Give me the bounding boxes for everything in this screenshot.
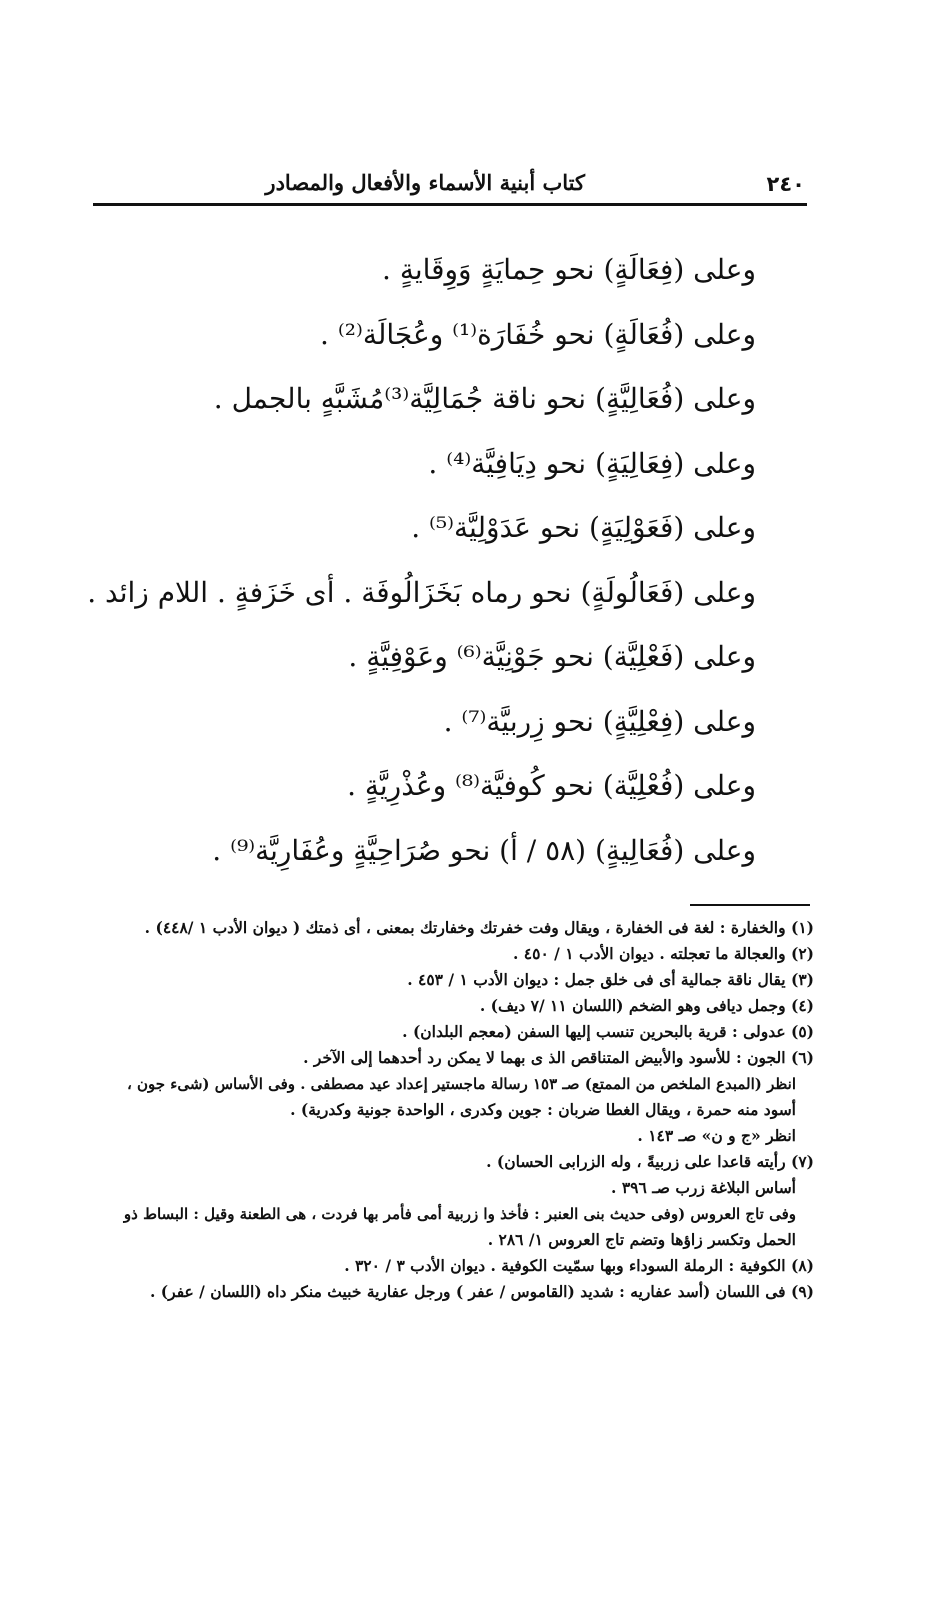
footnote-line: وفى تاج العروس (وفى حديث بنى العنبر : فأخذ وا زربية أمى فأمر بها فردت ، هى الطعنة وقيل : البساط ذو bbox=[123, 1205, 796, 1223]
main-line: وعلى (فِعْلِيَّةٍ) نحو زِربيَّة⁽⁷⁾ . bbox=[443, 704, 756, 738]
main-line: وعلى (فَعْلِيَّة) نحو جَوْنِيَّة⁽⁶⁾ وعَوْفِيَّةٍ . bbox=[348, 640, 756, 673]
footnote-line: الحمل وتكسر زاؤها وتضم تاج العروس ١/ ٢٨٦ . bbox=[487, 1230, 796, 1249]
footnote-line: أسود منه حمرة ، ويقال الغطا ضربان : جوين وكدرى ، الواحدة جونية وكدرية) . bbox=[290, 1100, 796, 1119]
footnotes bbox=[94, 915, 814, 1305]
main-text bbox=[87, 238, 756, 883]
main-line: وعلى (فَعَالُولَةٍ) نحو رماه بَخَزَالُوفَة . أى خَزَفةٍ . اللام زائد . bbox=[87, 575, 756, 609]
main-line: وعلى (فُعَالِيَّةٍ) نحو ناقة جُمَالِيَّة⁽³⁾مُشَبَّهٍ بالجمل . bbox=[213, 382, 756, 415]
footnote-line: (٧) رأيته قاعدا على زربيةً ، وله الزرابى الحسان) . bbox=[486, 1152, 814, 1171]
footnote-line: (٢) والعجالة ما تعجلته . ديوان الأدب ١ / ٤٥٠ . bbox=[513, 944, 814, 963]
footnote-line: (٥) عدولى : قرية بالبحرين تنسب إليها السفن (معجم البلدان) . bbox=[402, 1022, 814, 1041]
header-title: كتاب أبنية الأسماء والأفعال والمصادر bbox=[265, 170, 585, 195]
footnote-separator bbox=[690, 904, 810, 906]
footnote-line: أساس البلاغة زرب صـ ٣٩٦ . bbox=[611, 1178, 796, 1197]
footnote-line: (٣) يقال ناقة جمالية أى فى خلق جمل : ديوان الأدب ١ / ٤٥٣ . bbox=[407, 970, 814, 989]
footnote-line: انظر «ج و ن» صـ ١٤٣ . bbox=[637, 1126, 796, 1145]
header-rule bbox=[93, 203, 807, 206]
footnote-line: (٦) الجون : للأسود والأبيض المتناقص الذ ى بهما لا يمكن رد أحدهما إلى الآخر . bbox=[303, 1048, 814, 1067]
main-line: وعلى (فِعَالِيَةٍ) نحو دِيَافِيَّة⁽⁴⁾ . bbox=[428, 446, 756, 480]
main-line: وعلى (فُعْلِيَّة) نحو كُوفيَّة⁽⁸⁾ وعُذْرِيَّةٍ . bbox=[347, 769, 756, 802]
main-line: وعلى (فِعَالَةٍ) نحو حِمايَةٍ وَوِقَايةٍ . bbox=[382, 253, 756, 286]
running-header bbox=[95, 168, 805, 204]
main-line: وعلى (فُعَالِيةٍ) (٥٨ / أ) نحو صُرَاحِيَّةٍ وعُفَارِيَّة⁽⁹⁾ . bbox=[212, 833, 756, 867]
footnote-line: (١) والخفارة : لغة فى الخفارة ، ويقال وفت خفرتك وخفارتك بمعنى ، أى ذمتك ( ديوان الأدب ١ /٤٤٨) . bbox=[144, 918, 814, 937]
footnote-line: (٨) الكوفية : الرملة السوداء وبها سمّيت الكوفية . ديوان الأدب ٣ / ٣٢٠ . bbox=[344, 1256, 814, 1275]
main-line: وعلى (فُعَالَةٍ) نحو خُفَارَة⁽¹⁾ وعُجَالَة⁽²⁾ . bbox=[320, 317, 756, 351]
footnote-line: (٩) فى اللسان (أسد عفاريه : شديد (القاموس / عفر ) ورجل عفارية خبيث منكر داه (اللسان / عفر) . bbox=[150, 1282, 814, 1301]
footnote-line: انظر (المبدع الملخص من الممتع) صـ ١٥٣ رسالة ماجستير إعداد عيد مصطفى . وفى الأساس (شىء جون ، bbox=[126, 1075, 796, 1093]
footnote-line: (٤) وجمل ديافى وهو الضخم (اللسان ١١ /٧ ديف) . bbox=[479, 996, 814, 1015]
page-number: ٢٤٠ bbox=[766, 172, 805, 196]
main-line: وعلى (فَعَوْلِيَةٍ) نحو عَدَوْلِيَّة⁽⁵⁾ . bbox=[411, 511, 756, 544]
